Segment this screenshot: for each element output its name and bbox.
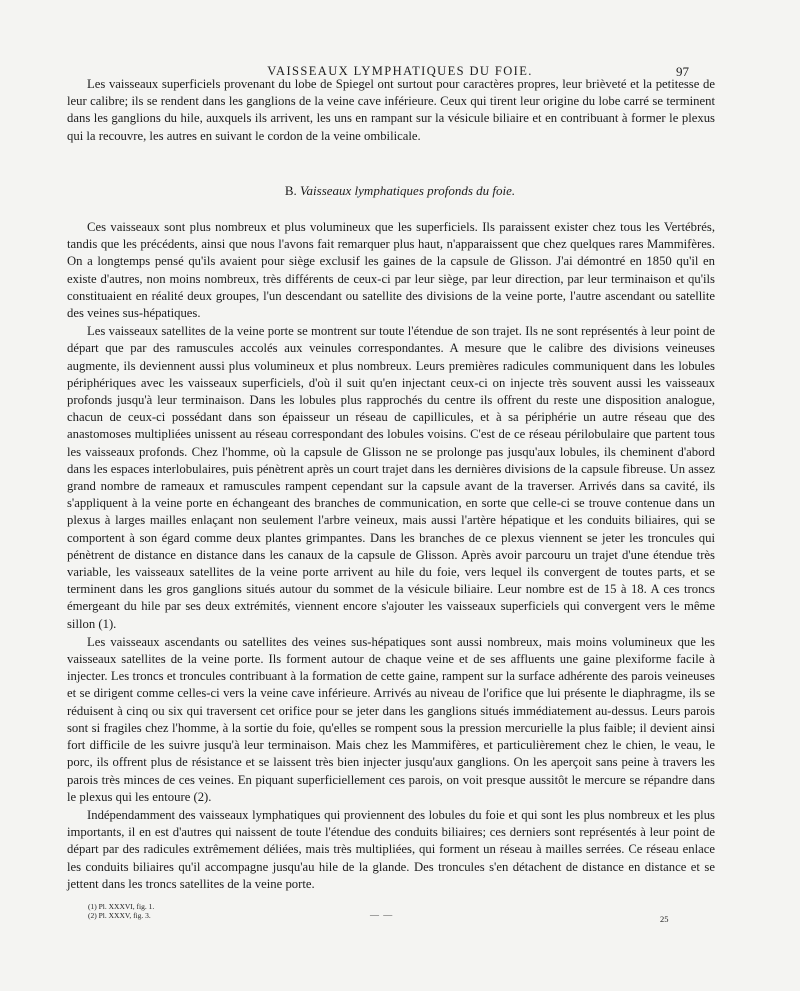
- running-header-title: VAISSEAUX LYMPHATIQUES DU FOIE.: [267, 64, 533, 78]
- paragraph: Les vaisseaux ascendants ou satellites des veines sus-hépatiques sont aussi nombreux, mais moins volumineux que les vaisseaux satellites de la veine porte. Ils forment autour de chaque veine et de ses affluents une gaine plexiforme facile à injecter. Les troncs et troncules contribuant à la formation de cette gaine, rampent sur la surface adhérente des parois veineuses et se dirigent comme celles-ci vers la veine cave inférieure. Arrivés au niveau de l'orifice que lui présente le diaphragme, ils se réduisent à cinq ou six qui traversent cet orifice pour se jeter dans les ganglions situés immédiatement au-dessus. Leurs parois sont si fragiles chez l'homme, à la sortie du foie, qu'elles se rompent sous la pression mercurielle la plus faible; il devient ainsi fort difficile de les suivre jusqu'à leur terminaison. Mais chez les Mammifères, et particulièrement chez le chien, le veau, le porc, ils offrent plus de résistance et se laissent très bien injecter jusqu'aux ganglions. On les aperçoit sans peine à travers les parois très minces de ces veines. En piquant superficiellement ces parois, on voit presque aussitôt le mercure se répandre dans le plexus qui les entoure (2).: [67, 634, 715, 804]
- intro-text-block: [67, 76, 715, 145]
- section-label: B.: [284, 183, 297, 198]
- ornamental-dash: — —: [370, 910, 394, 920]
- paragraph: Ces vaisseaux sont plus nombreux et plus volumineux que les superficiels. Ils paraissent exister chez tous les Vertébrés, tandis que les précédents, ainsi que nous l'avons fait remarquer plus haut, n'apparaissent que chez quelques rares Mammifères. On a longtemps pensé qu'ils avaient pour siège exclusif les gaines de la capsule de Glisson. J'ai démontré en 1850 qu'il en existe d'autres, non moins nombreux, très différents de ceux-ci par leur siège, par leur direction, par leur terminaison et qu'ils constituaient en réalité deux groupes, l'un descendant ou satellite des divisions de la veine porte, l'autre ascendant ou satellite des veines sus-hépatiques.: [67, 220, 715, 321]
- main-text-block: [67, 219, 715, 893]
- intro-paragraph: Les vaisseaux superficiels provenant du lobe de Spiegel ont surtout pour caractères propres, leur brièveté et la petitesse de leur calibre; ils se rendent dans les ganglions de la veine cave inférieure. Ceux qui tirent leur origine du lobe carré se terminent dans les ganglions du hile, auxquels ils arrivent, les uns en rampant sur la vésicule biliaire et en contribuant à former le plexus qui la recouvre, les autres en suivant le cordon de la veine ombilicale.: [67, 77, 715, 143]
- section-title: Vaisseaux lymphatiques profonds du foie.: [300, 183, 516, 198]
- signature-mark: 25: [660, 914, 669, 924]
- paragraph: Indépendamment des vaisseaux lymphatiques qui proviennent des lobules du foie et qui sont les plus nombreux et les plus importants, il en est d'autres qui naissent de toute l'étendue des conduits biliaires; ces derniers sont représentés à leur point de départ par des radicules extrêmement déliées, mais très multipliées, qui forment un réseau à mailles serrées. Ce réseau enlace les conduits biliaires qu'il accompagne jusqu'au hile de la glande. Des troncules s'en détachent de distance en distance et se jettent dans les troncs satellites de la veine porte.: [67, 807, 715, 891]
- footnote: (1) Pl. XXXVI, fig. 1.: [88, 902, 155, 911]
- footnote: (2) Pl. XXXV, fig. 3.: [88, 911, 151, 920]
- footnotes: [88, 902, 154, 920]
- paragraph: Les vaisseaux satellites de la veine porte se montrent sur toute l'étendue de son trajet. Ils ne sont représentés à leur point de départ que par des ramuscules accolés aux veinules correspondantes. A mesure que le calibre des divisions veineuses augmente, ils deviennent aussi plus volumineux et plus nombreux. Leurs premières radicules communiquent dans les lobules périphériques avec les vaisseaux superficiels, d'où il suit qu'en injectant ceux-ci on injecte très souvent aussi les vaisseaux profonds jusqu'à leur terminaison. Dans les lobules plus rapprochés du centre ils offrent du reste une disposition analogue, chacun de ceux-ci possédant dans son épaisseur un réseau de capillicules, et à sa périphérie un autre réseau que des anastomoses multipliées unissent au réseau correspondant des lobules voisins. C'est de ce réseau périlobulaire que partent tous les vaisseaux profonds. Chez l'homme, où la capsule de Glisson ne se prolonge pas jusqu'aux lobules, ils cheminent d'abord dans les espaces interlobulaires, puis pénètrent après un court trajet dans les dernières divisions de la capsule fibreuse. Un assez grand nombre de rameaux et ramuscules rampent cependant sur la capsule avant de la traverser. Arrivés dans sa cavité, ils s'appliquent à la veine porte en échangeant des branches de communication, en sorte que celle-ci se trouve contenue dans un plexus à larges mailles enlaçant non seulement l'arbre veineux, mais aussi l'artère hépatique et les conduits biliaires, qui se comportent à son égard comme deux plantes grimpantes. Dans les branches de ce plexus viennent se jeter les troncules qui pénètrent de distance en distance dans les canaux de la capsule de Glisson. Après avoir parcouru un trajet d'une étendue très variable, les vaisseaux satellites de la veine porte arrivent au hile du foie, vers lequel ils convergent de toutes parts, et se terminent dans les gros ganglions situés autour du sommet de la vésicule biliaire. Leur nombre est de 15 à 18. A ces troncs émergeant du hile par ses deux extrémités, viennent encore s'ajouter les vaisseaux superficiels qui convergent vers le même sillon (1).: [67, 324, 715, 631]
- page-number: 97: [676, 64, 689, 79]
- section-heading: [0, 183, 800, 199]
